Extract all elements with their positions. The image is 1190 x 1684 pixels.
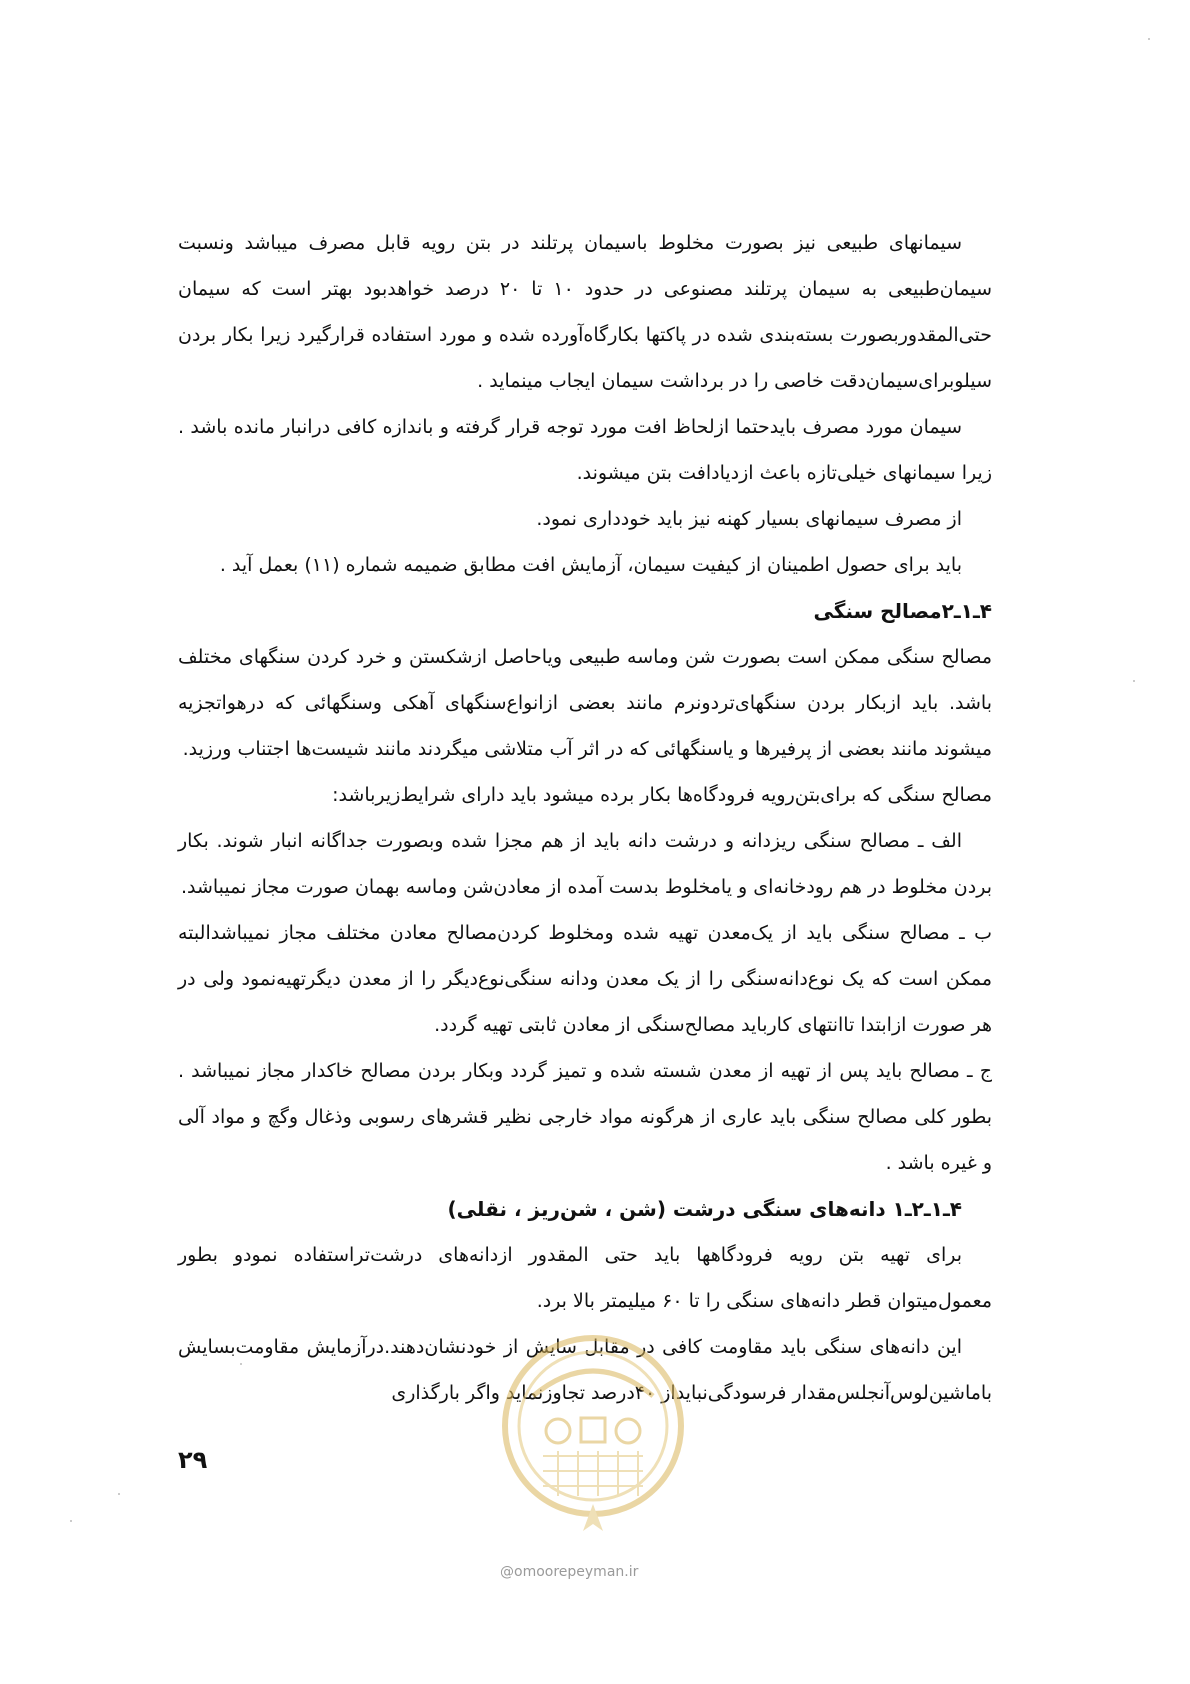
- watermark-seal-icon: [498, 1326, 688, 1536]
- watermark-url: @omoorepeyman.ir: [500, 1564, 639, 1580]
- paragraph-aggregate-sources: مصالح سنگی ممکن است بصورت شن وماسه طبیعی ویاحاصل ازشکستن و خرد کردن سنگهای مختلف باشد. باید ازبکار بردن سنگهای‌تردونرم مانند بعضی ازانواع‌سنگهای آهکی وسنگهائی که درهواتجزیه میشوند مانند بعضی از پرفیرها و یاسنگهائی که در اثر آب متلاشی میگردند مانند شیست‌ها اجتناب ورزید.: [178, 646, 992, 760]
- section-heading-coarse-aggregates: ۴ـ۱ـ۲ـ۱ دانه‌های سنگی درشت (شن ، شن‌ریز ، نقلی): [447, 1197, 962, 1221]
- paragraph-coarse-aggregate-size: برای تهیه بتن رویه فرودگاهها باید حتی المقدور ازدانه‌های درشت‌تراستفاده نمودو بطور معمول‌میتوان قطر دانه‌های سنگی را تا ۶۰ میلیمتر بالا برد.: [178, 1244, 992, 1312]
- paragraph-condition-b: ب ـ مصالح سنگی باید از یک‌معدن تهیه شده ومخلوط کردن‌مصالح معادن مختلف مجاز نمیباشدالبته ممکن است که یک نوع‌دانه‌سنگی را از یک معدن ودانه سنگی‌نوع‌دیگر را از معدن دیگرتهیه‌نمود ولی در هر صورت ازابتدا تاانتهای کارباید مصالح‌سنگی از معادن ثابتی تهیه گردد.: [178, 922, 992, 1036]
- paragraph-condition-a: الف ـ مصالح سنگی ریزدانه و درشت دانه باید از هم مجزا شده وبصورت جداگانه انبار شوند. بکار بردن مخلوط در هم رودخانه‌ای و یامخلوط بدست آمده از معادن‌شن وماسه بهمان صورت مجاز نمیباشد.: [178, 830, 992, 898]
- paragraph-shrinkage-test: باید برای حصول اطمینان از کیفیت سیمان، آزمایش افت مطابق ضمیمه شماره (۱۱) بعمل آید .: [219, 554, 962, 576]
- paragraph-aggregate-conditions: مصالح سنگی که برای‌بتن‌رویه فرودگاه‌ها بکار برده میشود باید دارای شرایط‌زیرباشد:: [332, 784, 992, 806]
- body-text: [178, 220, 992, 1416]
- paragraph-condition-c: ج ـ مصالح باید پس از تهیه از معدن شسته شده و تمیز گردد وبکار بردن مصالح خاکدار مجاز نمیباشد . بطور کلی مصالح سنگی باید عاری از هرگونه مواد خارجی نظیر قشرهای رسوبی وذغال وگچ و مواد آلی و غیره باشد .: [178, 1060, 992, 1174]
- speck: [1148, 38, 1150, 40]
- paragraph-old-cement: از مصرف سیمانهای بسیار کهنه نیز باید خودداری نمود.: [536, 508, 962, 530]
- paragraph-abrasion-test: این دانه‌های سنگی باید مقاومت کافی در مقابل سایش از خودنشان‌دهند.درآزمایش مقاومت‌بسایش باماشین‌لوس‌آنجلس‌مقدار فرسودگی‌نبایداز ۴۰درصد تجاوزنماید واگر بارگذاری: [178, 1336, 992, 1404]
- page-number: ۲۹: [178, 1446, 208, 1474]
- section-heading-aggregates: ۴ـ۱ـ۲مصالح سنگی: [813, 599, 992, 623]
- paragraph-natural-cement: سیمانهای طبیعی نیز بصورت مخلوط باسیمان پرتلند در بتن رویه قابل مصرف میباشد ونسبت سیمان‌طبیعی به سیمان پرتلند مصنوعی در حدود ۱۰ تا ۲۰ درصد خواهدبود بهتر است که سیمان حتی‌المقدوربصورت بسته‌بندی شده در پاکتها بکارگاه‌آورده شده و مورد استفاده قرارگیرد زیرا بکار بردن سیلوبرای‌سیمان‌دقت خاصی را در برداشت سیمان ایجاب مینماید .: [178, 232, 993, 392]
- speck: [70, 1520, 72, 1522]
- paragraph-cement-shrinkage: سیمان مورد مصرف بایدحتما ازلحاظ افت مورد توجه قرار گرفته و باندازه کافی درانبار مانده باشد . زیرا سیمانهای خیلی‌تازه باعث ازدیادافت بتن میشوند.: [178, 416, 992, 484]
- speck: [240, 1363, 242, 1365]
- speck: [118, 1493, 120, 1495]
- speck: [1133, 680, 1135, 682]
